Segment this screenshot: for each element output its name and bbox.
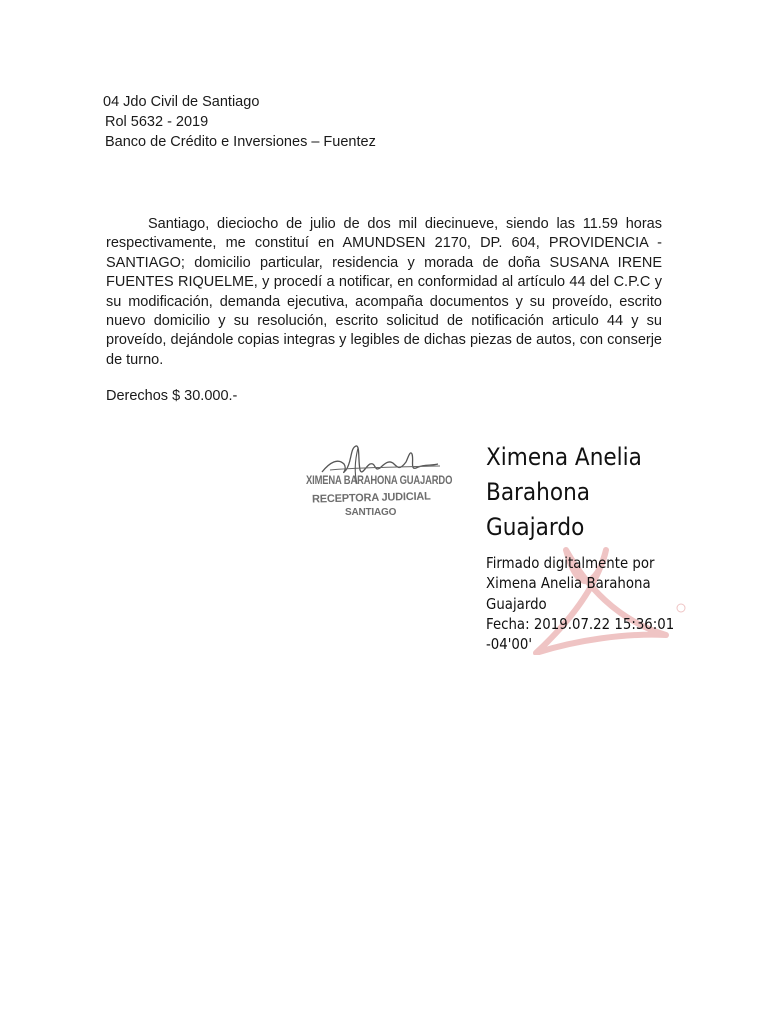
digital-signature-block (486, 440, 696, 665)
case-title: Banco de Crédito e Inversiones – Fuentez (105, 134, 376, 150)
signer-name-line: Barahona (486, 478, 591, 506)
signature-timezone: -04'00' (486, 635, 533, 654)
notification-paragraph: Santiago, dieciocho de julio de dos mil diecinueve, siendo las 11.59 horas respectivamente, me constituí en AMUNDSEN 2170, DP. 604, PROVIDENCIA - SANTIAGO; domicilio particular, residencia y morada de doña SUSANA IRENE FUENTES RIQUELME, y procedí a notificar, en conformidad al artículo 44 del C.P.C y su modificación, demanda ejecutiva, acompaña documentos y su proveído, escrito nuevo domicilio y su resolución, escrito solicitud de notificación articulo 44 y su proveído, dejándole copias integras y legibles de dichas piezas de autos, con conserje de turno. (106, 216, 662, 368)
signature-date: Fecha: 2019.07.22 15:36:01 (486, 614, 675, 633)
signer-name-line: Guajardo (486, 513, 585, 541)
court-name: 04 Jdo Civil de Santiago (103, 94, 260, 110)
signature-detail-line: Firmado digitalmente por (486, 554, 655, 572)
stamp-title: RECEPTORA JUDICIAL (311, 490, 431, 506)
stamp-city: SANTIAGO (345, 507, 397, 518)
document-header (103, 92, 376, 152)
case-number: Rol 5632 - 2019 (105, 114, 209, 130)
signer-name-line: Ximena Anelia (486, 443, 642, 471)
stamp-name: XIMENA BARAHONA GUAJARDO (306, 475, 453, 487)
signer-name (486, 440, 675, 545)
fees-line: Derechos $ 30.000.- (106, 388, 238, 404)
notification-body (106, 215, 662, 370)
official-stamp (300, 440, 460, 530)
signature-detail-line: Guajardo (486, 594, 547, 613)
signature-detail-line: Ximena Anelia Barahona (486, 574, 651, 593)
signature-details (486, 553, 675, 654)
